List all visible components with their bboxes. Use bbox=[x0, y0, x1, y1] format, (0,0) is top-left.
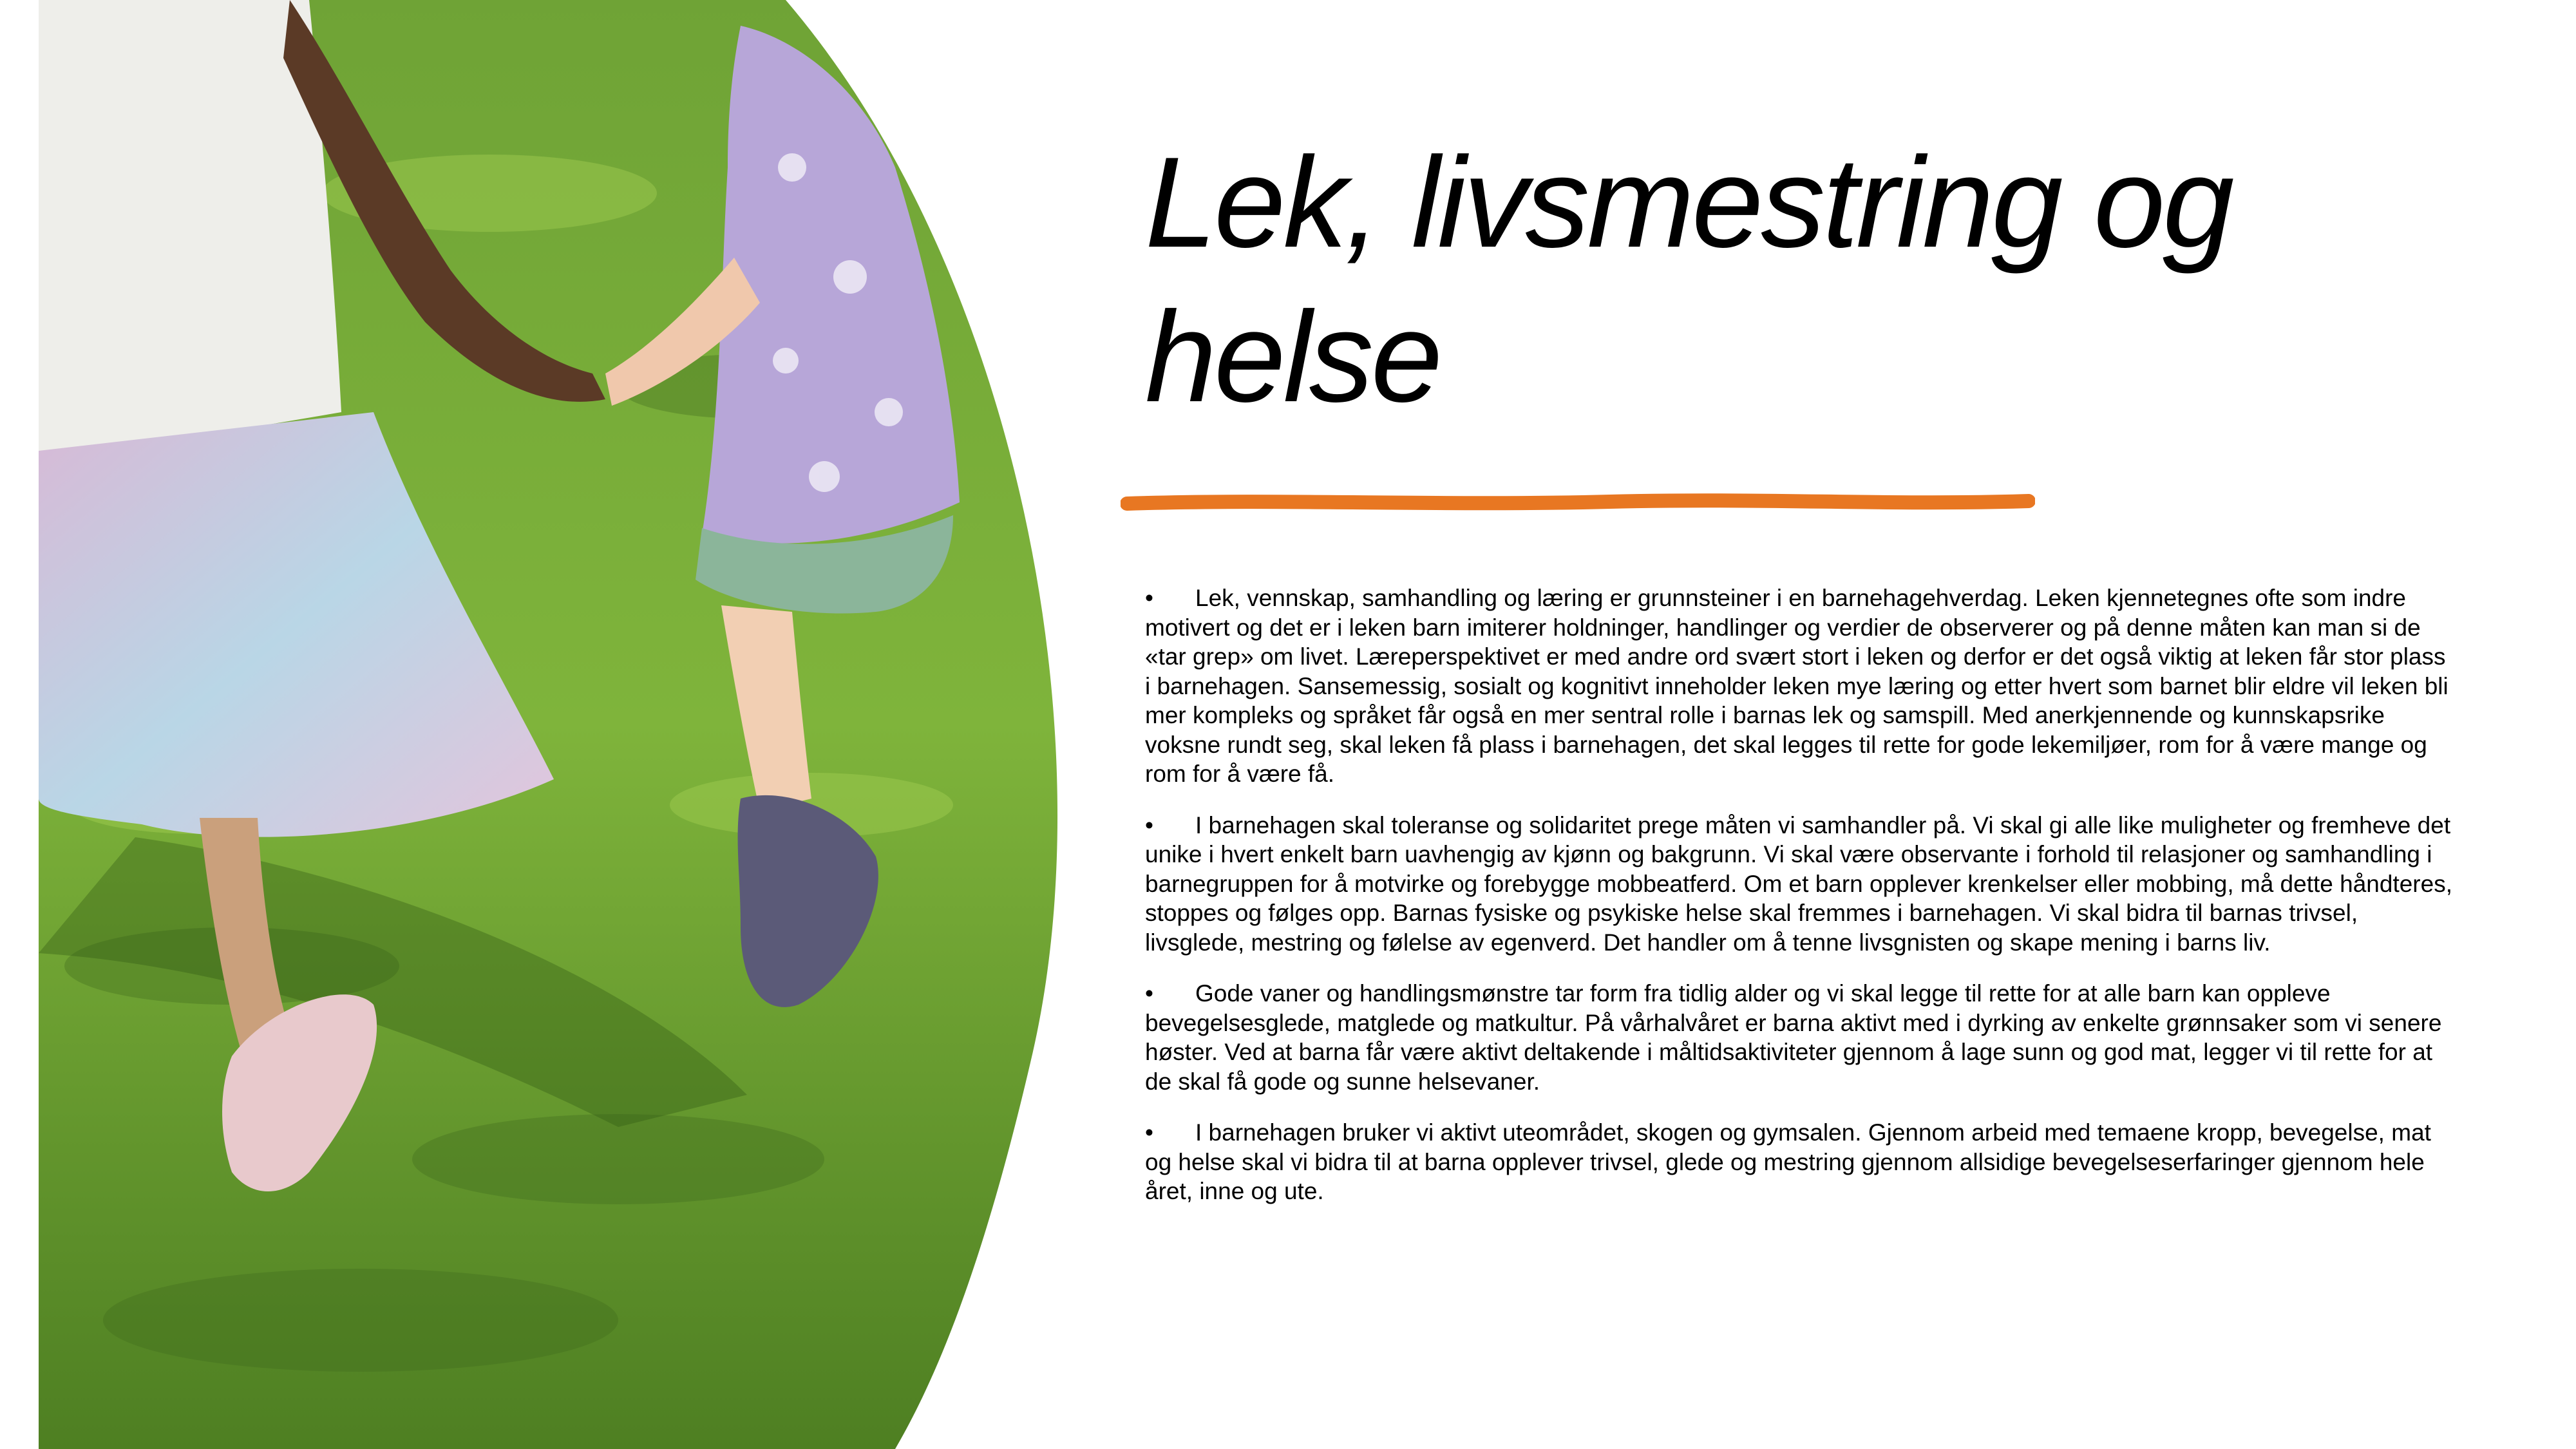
paragraph-text: I barnehagen bruker vi aktivt uteområdet, skogen og gymsalen. Gjennom arbeid med temaene kropp, bevegelse, mat og helse skal vi bidra til at barna opplever trivsel, glede og mestring gjennom allsidige bevegelseserfaringer gjennom hele året, inne og ute. bbox=[1145, 1119, 2431, 1204]
children-holding-hands-photo bbox=[39, 0, 1108, 1449]
paragraph-habits bbox=[1145, 979, 2452, 1096]
slide-title bbox=[1145, 126, 2497, 435]
bullet-icon: • bbox=[1145, 585, 1153, 611]
title-underline bbox=[1121, 489, 2035, 515]
paragraph-text: Lek, vennskap, samhandling og læring er grunnsteiner i en barnehagehverdag. Leken kjennetegnes ofte som indre motivert og det er i leken barn imiterer holdninger, handlinger og verdier de observerer og på denne måten kan man si de «tar grep» om livet. Læreperspektivet er med andre ord svært stort i leken og derfor er det også viktig at leken får stor plass i barnehagen. Sansemessig, sosialt og kognitivt inneholder leken mye læring og etter hvert som barnet blir eldre vil leken bli mer kompleks og språket får også en mer sentral rolle i barnas lek og samspill. Med anerkjennende og kunnskapsrike voksne rundt seg, skal leken få plass i barnehagen, det skal legges til rette for gode lekemiljøer, rom for å være mange og rom for å være få. bbox=[1145, 585, 2448, 787]
body-text bbox=[1145, 583, 2452, 1228]
bullet-icon: • bbox=[1145, 980, 1153, 1007]
title-line-2: helse bbox=[1145, 285, 1441, 429]
paragraph-text: Gode vaner og handlingsmønstre tar form fra tidlig alder og vi skal legge til rette for at alle barn kan oppleve bevegelsesglede, matglede og matkultur. På vårhalvåret er barna aktivt med i dyrking av enkelte grønnsaker som vi senere høster. Ved at barna får være aktivt deltakende i måltidsaktiviteter gjennom å lage sunn og god mat, legger vi til rette for at de skal få gode og sunne helsevaner. bbox=[1145, 980, 2442, 1095]
paragraph-tolerance bbox=[1145, 811, 2452, 958]
paragraph-text: I barnehagen skal toleranse og solidaritet prege måten vi samhandler på. Vi skal gi alle like muligheter og fremheve det unike i hvert enkelt barn uavhengig av kjønn og bakgrunn. Vi skal være observante i forhold til relasjoner og samhandling i barnegruppen for å motvirke og forebygge mobbeatferd. Om et barn opplever krenkelser eller mobbing, må dette håndteres, stoppes og følges opp. Barnas fysiske og psykiske helse skal fremmes i barnehagen. Vi skal bidra til barnas trivsel, livsglede, mestring og følelse av egenverd. Det handler om å tenne livsgnisten og skape mening i barns liv. bbox=[1145, 811, 2452, 956]
paragraph-play bbox=[1145, 583, 2452, 789]
paragraph-outdoors bbox=[1145, 1118, 2452, 1206]
title-line-1: Lek, livsmestring og bbox=[1145, 131, 2232, 274]
bullet-icon: • bbox=[1145, 1119, 1153, 1146]
bullet-icon: • bbox=[1145, 811, 1153, 838]
